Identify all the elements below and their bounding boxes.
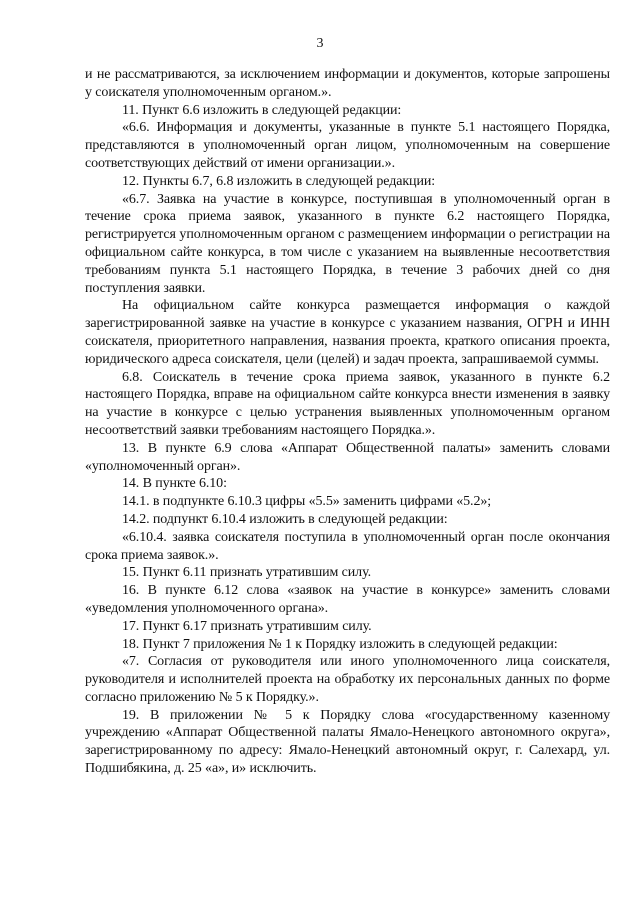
paragraph-continuation: и не рассматриваются, за исключением информации и документов, которые запрошены у соискателя уполномоченным органом.». bbox=[85, 67, 610, 100]
document-body bbox=[85, 66, 610, 778]
paragraph-item-15: 15. Пункт 6.11 признать утратившим силу. bbox=[122, 565, 371, 581]
page-number: 3 bbox=[316, 36, 324, 51]
paragraph-official-site-info: На официальном сайте конкурса размещается информация о каждой зарегистрированной заявке на участие в конкурсе с указанием названия, ОГРН и ИНН соискателя, приоритетного направления, названия проекта, краткого описания проекта, юридического адреса соискателя, цели (целей) и задач проекта, запрашиваемой суммы. bbox=[85, 298, 610, 367]
paragraph-item-14-1: 14.1. в подпункте 6.10.3 цифры «5.5» заменить цифрами «5.2»; bbox=[122, 494, 492, 510]
paragraph-quote-7: «7. Согласия от руководителя или иного уполномоченного лица соискателя, руководителя и исполнителей проекта на обработку их персональных данных по форме согласно приложению № 5 к Порядку.». bbox=[85, 654, 610, 705]
paragraph-item-14-2: 14.2. подпункт 6.10.4 изложить в следующей редакции: bbox=[122, 511, 448, 527]
paragraph-item-18: 18. Пункт 7 приложения № 1 к Порядку изложить в следующей редакции: bbox=[122, 636, 558, 652]
paragraph-item-16: 16. В пункте 6.12 слова «заявок на участие в конкурсе» заменить словами «уведомления уполномоченного органа». bbox=[85, 583, 610, 616]
paragraph-item-11: 11. Пункт 6.6 изложить в следующей редакции: bbox=[122, 102, 402, 118]
paragraph-6-8: 6.8. Соискатель в течение срока приема заявок, указанного в пункте 6.2 настоящего Порядка, вправе на официальном сайте конкурса внести изменения в заявку на участие в конкурсе с целью устранения выявленных уполномоченным органом несоответствий заявки требованиям настоящего Порядка.». bbox=[85, 369, 610, 438]
paragraph-quote-6-6: «6.6. Информация и документы, указанные в пункте 5.1 настоящего Порядка, представляются в уполномоченный орган лицом, уполномоченным на совершение соответствующих действий от имени организации.». bbox=[85, 120, 610, 171]
paragraph-quote-6-10-4: «6.10.4. заявка соискателя поступила в уполномоченный орган после окончания срока приема заявок.». bbox=[85, 529, 610, 563]
paragraph-item-14: 14. В пункте 6.10: bbox=[122, 476, 227, 492]
paragraph-item-12: 12. Пункты 6.7, 6.8 изложить в следующей редакции: bbox=[122, 173, 436, 189]
paragraph-item-17: 17. Пункт 6.17 признать утратившим силу. bbox=[122, 618, 372, 634]
paragraph-item-19: 19. В приложении № 5 к Порядку слова «государственному казенному учреждению «Аппарат Общественной палаты Ямало-Ненецкого автономного округа», зарегистрированному по адресу: Ямало-Ненецкий автономный округ, г. Салехард, ул. Подшибякина, д. 25 «а», и» исключить. bbox=[85, 707, 610, 777]
paragraph-item-13: 13. В пункте 6.9 слова «Аппарат Общественной палаты» заменить словами «уполномоченный орган». bbox=[85, 440, 610, 474]
paragraph-quote-6-7: «6.7. Заявка на участие в конкурсе, поступившая в уполномоченный орган в течение срока приема заявок, указанного в пункте 6.2 настоящего Порядка, регистрируется уполномоченным органом с размещением информации о регистрации на официальном сайте конкурса, в том числе с указанием на выявленные несоответствия требованиям пункта 5.1 настоящего Порядка, в течение 3 рабочих дней со дня поступления заявки. bbox=[85, 191, 610, 296]
